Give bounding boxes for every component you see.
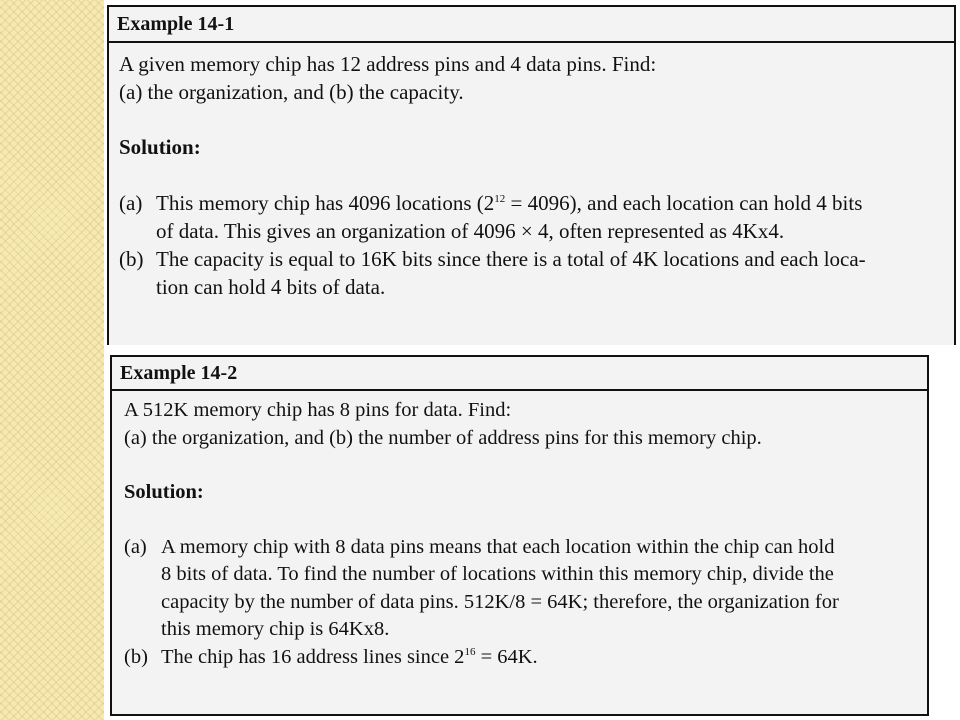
item-marker: (b) [119,247,144,271]
item-marker: (a) [119,191,143,215]
item-text [156,245,942,301]
solution-items [124,534,915,672]
item-line: A memory chip with 8 data pins means that each location within the chip can hold [161,535,835,558]
solution-item-a [124,534,915,644]
example-14-1-box [107,5,956,345]
item-line: This memory chip has 4096 locations $(2^{12} = 4096)$, and each location can hold 4 bits [156,191,863,215]
item-line: 8 bits of data. To find the number of locations within this memory chip, divide the [161,563,834,585]
question-line: (a) the organization, and (b) the number of address pins for this memory chip. [124,426,762,449]
item-text [161,534,915,644]
example-title: Example 14-2 [112,357,927,391]
question-line: A 512K memory chip has 8 pins for data. Find: [124,399,512,421]
solution-heading: Solution: [119,135,201,159]
item-line: of data. This gives an organization of 4096 × 4, often represented as 4Kx4. [156,219,785,243]
solution-item-b [119,245,942,301]
solution-items [119,189,942,301]
item-line: this memory chip is 64Kx8. [161,618,390,640]
item-text [156,189,942,245]
item-line: The chip has 16 address lines since $2^{16} = 64K$. [161,645,538,668]
solution-item-a [119,189,942,245]
example-title: Example 14-1 [109,7,954,43]
side-decorative-pattern [0,0,104,720]
item-marker: (b) [124,645,148,668]
example-body [109,43,954,301]
example-body [112,391,927,671]
item-line: The capacity is equal to 16K bits since there is a total of 4K locations and each loca- [156,247,866,271]
item-text [161,644,915,672]
solution-item-b [124,644,915,672]
question-line: (a) the organization, and (b) the capacity. [119,80,464,104]
item-line: tion can hold 4 bits of data. [156,275,386,299]
solution-heading: Solution: [124,481,204,503]
question-line: A given memory chip has 12 address pins and 4 data pins. Find: [119,52,657,76]
item-line: capacity by the number of data pins. 512K/8 = 64K; therefore, the organization for [161,590,839,613]
exponent: 16 [464,645,476,658]
item-marker: (a) [124,535,147,558]
exponent: 12 [494,193,506,205]
example-14-2-box [110,355,929,716]
